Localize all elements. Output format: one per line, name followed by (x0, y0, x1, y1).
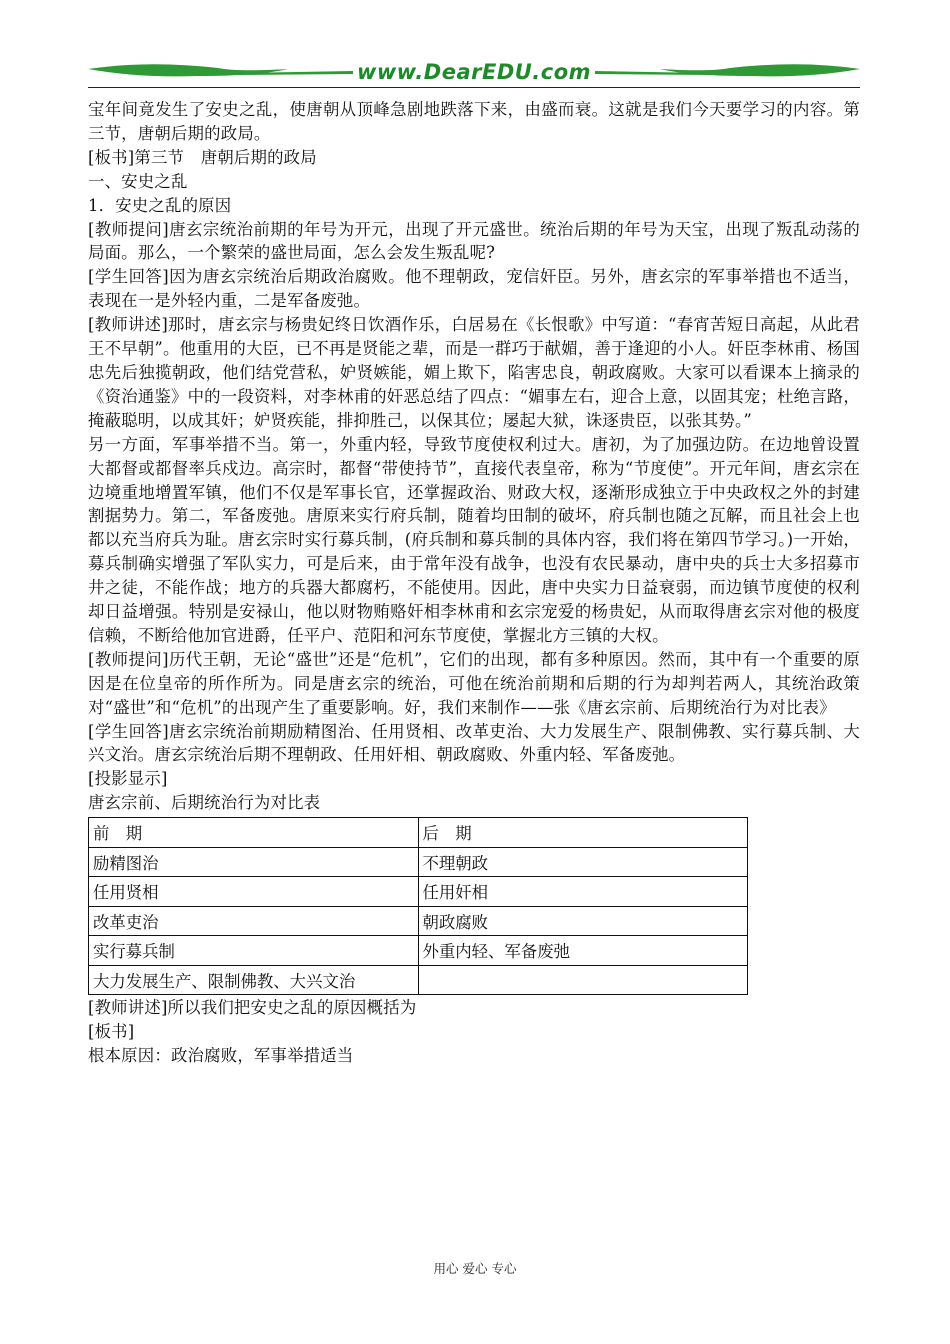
header-divider (88, 87, 860, 88)
paragraph: 另一方面，军事举措不当。第一，外重内轻，导致节度使权利过大。唐初，为了加强边防。在边地曾设置大都督或都督率兵戍边。高宗时，都督“带使持节”，直接代表皇帝，称为“节度使”。开元年间，唐玄宗在边境重地增置军镇，他们不仅是军事长官，还掌握政治、财政大权，逐渐形成独立于中央政权之外的封建割据势力。第二，军备废弛。唐原来实行府兵制，随着均田制的破坏，府兵制也随之瓦解，而且社会上也都以充当府兵为耻。唐玄宗时实行募兵制，(府兵制和募兵制的具体内容，我们将在第四节学习。)一开始，募兵制确实增强了军队实力，可是后来，由于常年没有战争，也没有农民暴动，唐中央的兵士大多招募市井之徒，不能作战；地方的兵器大都腐朽，不能使用。因此，唐中央实力日益衰弱，而边镇节度使的权利却日益增强。特别是安禄山，他以财物贿赂奸相李林甫和玄宗宠爱的杨贵妃，从而取得唐玄宗对他的极度信赖，不断给他加官进爵，任平户、范阳和河东节度使，掌握北方三镇的大权。 (88, 434, 860, 645)
paragraph: [教师提问]历代王朝，无论“盛世”还是“危机”，它们的出现，都有多种原因。然而，其中有一个重要的原因是在位皇帝的所作所为。同是唐玄宗的统治，可他在统治前期和后期的行为却判若两人，其统治政策对“盛世”和“危机”的出现产生了重要影响。好，我们来制作——张《唐玄宗前、后期统治行为对比表》 (88, 649, 860, 717)
table-cell (418, 965, 748, 995)
page-footer: 用心 爱心 专心 (433, 1261, 517, 1276)
paragraph: [教师讲述]那时，唐玄宗与杨贵妃终日饮酒作乐，白居易在《长恨歌》中写道：“春宵苦短日高起，从此君王不早朝”。他重用的大臣，已不再是贤能之辈，而是一群巧于献媚，善于逢迎的小人。奸臣李林甫、杨国忠先后独揽朝政，他们结党营私，妒贤嫉能，媚上欺下，陷害忠良，朝政腐败。大家可以看课本上摘录的《资治通鉴》中的一段资料，对李林甫的奸恶总结了四点：“媚事左右，迎合上意，以固其宠；杜绝言路，掩蔽聪明，以成其奸；妒贤疾能，排抑胜己，以保其位；屡起大狱，诛逐贵臣，以张其势。” (88, 315, 860, 430)
paragraph: [学生回答]唐玄宗统治前期励精图治、任用贤相、改革吏治、大力发展生产、限制佛教、实行募兵制、大兴文治。唐玄宗统治后期不理朝政、任用奸相、朝政腐败、外重内轻、军备废弛。 (88, 721, 860, 765)
paragraph: [教师提问]唐玄宗统治前期的年号为开元，出现了开元盛世。统治后期的年号为天宝，出现了叛乱动荡的局面。那么，一个繁荣的盛世局面，怎么会发生叛乱呢? (88, 219, 860, 263)
comparison-table (88, 817, 748, 995)
table-cell: 朝政腐败 (418, 906, 748, 936)
paragraph: 一、安史之乱 (88, 171, 188, 191)
paragraph: 根本原因：政治腐败，军事举措适当 (88, 1046, 354, 1065)
table-row (89, 847, 748, 877)
table-header-row (89, 818, 748, 848)
document-body (88, 98, 860, 1068)
table-cell: 改革吏治 (89, 906, 419, 936)
table-cell: 任用贤相 (89, 877, 419, 907)
paragraph: [教师讲述]所以我们把安史之乱的原因概括为 (88, 998, 417, 1018)
table-cell: 不理朝政 (418, 847, 748, 877)
table-header-cell: 后 期 (418, 818, 748, 848)
table-caption: 唐玄宗前、后期统治行为对比表 (88, 793, 321, 813)
paragraph: [投影显示] (88, 769, 168, 789)
table-row (89, 936, 748, 966)
paragraph: 1．安史之乱的原因 (88, 195, 232, 215)
table-cell: 大力发展生产、限制佛教、大兴文治 (89, 965, 419, 995)
page-header (88, 56, 860, 92)
paragraph: 宝年间竟发生了安史之乱，使唐朝从顶峰急剧地跌落下来，由盛而衰。这就是我们今天要学习的内容。第三节，唐朝后期的政局。 (88, 100, 860, 143)
table-row (89, 877, 748, 907)
table-cell: 任用奸相 (418, 877, 748, 907)
site-brand: www.DearEDU.com (356, 60, 592, 84)
paragraph: [学生回答]因为唐玄宗统治后期政治腐败。他不理朝政，宠信奸臣。另外，唐玄宗的军事举措也不适当，表现在一是外轻内重，二是军备废弛。 (88, 267, 860, 311)
paragraph: [板书] (88, 1022, 135, 1042)
paragraph: [板书]第三节 唐朝后期的政局 (88, 147, 317, 167)
table-row (89, 906, 748, 936)
table-cell: 励精图治 (89, 847, 419, 877)
table-row (89, 965, 748, 995)
table-cell: 实行募兵制 (89, 936, 419, 966)
table-cell: 外重内轻、军备废弛 (418, 936, 748, 966)
table-header-cell: 前 期 (89, 818, 419, 848)
